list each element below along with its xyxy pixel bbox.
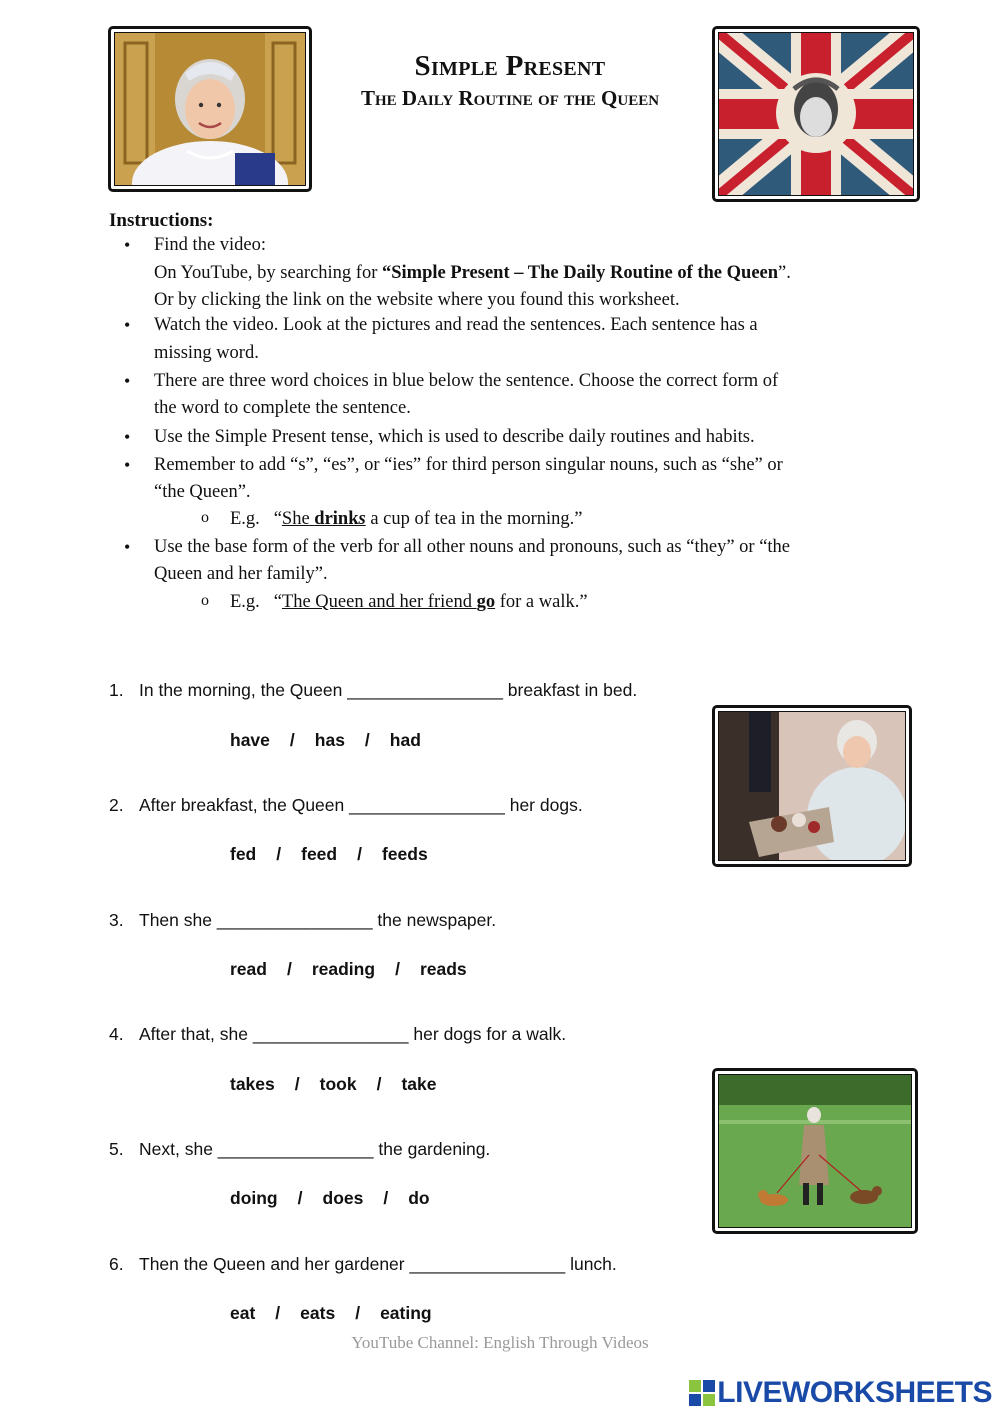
flag-image (719, 33, 913, 195)
instruction-2-line-2: missing word. (154, 343, 259, 363)
instruction-2-line-1: Watch the video. Look at the pictures and read the sentences. Each sentence has a (154, 315, 758, 335)
question-number: 6. (109, 1254, 124, 1274)
choice-option[interactable]: reading (311, 959, 376, 979)
question-6-choices (230, 1303, 432, 1324)
sub-bullet-icon: o (201, 509, 209, 526)
question-text: After that, she (139, 1024, 253, 1044)
question-2 (109, 795, 583, 816)
example-text: “ (273, 592, 282, 612)
choice-option[interactable]: took (319, 1074, 357, 1094)
question-1 (109, 680, 637, 701)
choice-separator: / (376, 1074, 382, 1094)
question-1-choices (230, 730, 421, 751)
choice-separator: / (294, 1074, 300, 1094)
choice-option[interactable]: has (314, 730, 345, 750)
instruction-1-line-3: Or by clicking the link on the website where you found this worksheet. (154, 290, 680, 310)
question-3-choices (230, 959, 467, 980)
liveworksheets-icon (689, 1380, 715, 1406)
portrait-image (115, 33, 305, 185)
question-number: 2. (109, 795, 124, 815)
footer-credit: YouTube Channel: English Through Videos (351, 1333, 649, 1352)
choice-separator: / (395, 959, 400, 979)
choice-option[interactable]: had (389, 730, 421, 750)
example-subject: She (281, 509, 310, 529)
choice-option[interactable]: eats (300, 1303, 336, 1323)
choice-separator: / (355, 1303, 361, 1323)
instruction-6-line-2: Queen and her family”. (154, 564, 328, 584)
example-verb: drink (314, 509, 359, 529)
answer-blank[interactable]: ________________ (217, 1139, 374, 1159)
bullet-icon: • (124, 371, 131, 391)
choice-option[interactable]: doing (230, 1188, 278, 1208)
instruction-6-line-1: Use the base form of the verb for all other nouns and pronouns, such as “they” or “the (154, 537, 791, 557)
choice-separator: / (383, 1188, 389, 1208)
question-text: her dogs. (504, 795, 583, 815)
answer-blank[interactable]: ________________ (252, 1024, 409, 1044)
bullet-icon: • (124, 427, 131, 447)
choice-separator: / (364, 730, 370, 750)
choice-option[interactable]: take (401, 1074, 437, 1094)
bullet-icon: • (124, 455, 131, 475)
question-4 (109, 1024, 566, 1045)
example-label: E.g. (230, 592, 260, 612)
instruction-3-line-1: There are three word choices in blue below the sentence. Choose the correct form of (154, 371, 779, 391)
choice-separator: / (286, 959, 292, 979)
choice-option[interactable]: eating (380, 1303, 432, 1323)
question-text: the gardening. (373, 1139, 491, 1159)
question-number: 4. (109, 1024, 124, 1044)
question-5 (109, 1139, 490, 1160)
choice-separator: / (357, 844, 362, 864)
queen-portrait-photo (108, 26, 312, 192)
answer-blank[interactable]: ________________ (349, 795, 505, 815)
question-text: lunch. (565, 1254, 617, 1274)
example-label: E.g. (230, 509, 260, 529)
example-verb-ending: s (358, 509, 366, 529)
question-4-choices (230, 1074, 437, 1095)
answer-blank[interactable]: ________________ (409, 1254, 566, 1274)
instruction-1-line-2 (154, 260, 791, 287)
choice-option[interactable]: fed (230, 844, 257, 864)
question-3 (109, 910, 496, 931)
choice-option[interactable]: do (408, 1188, 430, 1208)
breakfast-image (719, 712, 905, 860)
choice-option[interactable]: have (230, 730, 270, 750)
choice-option[interactable]: does (322, 1188, 364, 1208)
bullet-icon: • (124, 315, 131, 335)
question-text: After breakfast, the Queen (139, 795, 350, 815)
choice-option[interactable]: reads (419, 959, 467, 979)
choice-separator: / (275, 1303, 281, 1323)
sub-bullet-icon: o (201, 592, 209, 609)
example-text: for a walk.” (495, 592, 588, 612)
choice-separator: / (289, 730, 295, 750)
answer-blank[interactable]: ________________ (347, 680, 503, 700)
video-title: “Simple Present – The Daily Routine of the Queen (382, 263, 779, 283)
bullet-icon: • (124, 235, 131, 255)
instruction-text: ”. (778, 263, 791, 283)
example-text: a cup of tea in the morning.” (365, 509, 583, 529)
worksheet-subtitle: The Daily Routine of the Queen (360, 86, 660, 110)
question-text: Then she (139, 910, 217, 930)
union-jack-queen-picture (712, 26, 920, 202)
question-text: breakfast in bed. (502, 680, 638, 700)
question-text: In the morning, the Queen (139, 680, 348, 700)
choice-option[interactable]: feed (301, 844, 338, 864)
question-number: 3. (109, 910, 124, 930)
liveworksheets-wordmark: LIVEWORKSHEETS (717, 1376, 992, 1409)
instructions-heading: Instructions: (109, 210, 214, 231)
instruction-5-line-2: “the Queen”. (154, 482, 251, 502)
worksheet-title: Simple Present (414, 50, 606, 82)
queen-breakfast-photo (712, 705, 912, 867)
queen-walking-dogs-photo (712, 1068, 918, 1234)
example-text: “ (273, 509, 282, 529)
instruction-3-line-2: the word to complete the sentence. (154, 398, 411, 418)
question-text: the newspaper. (372, 910, 497, 930)
question-text: Then the Queen and her gardener (139, 1254, 410, 1274)
instruction-text: On YouTube, by searching for (154, 263, 382, 283)
question-6 (109, 1254, 617, 1275)
example-1 (230, 506, 583, 533)
example-2 (230, 589, 588, 616)
choice-option[interactable]: feeds (381, 844, 428, 864)
liveworksheets-logo (689, 1376, 992, 1410)
choice-separator: / (276, 844, 282, 864)
example-subject: The Queen and her friend (281, 592, 477, 612)
question-2-choices (230, 844, 428, 865)
choice-separator: / (297, 1188, 303, 1208)
choice-option[interactable]: read (230, 959, 267, 979)
question-text: Next, she (139, 1139, 218, 1159)
instruction-4-line-1: Use the Simple Present tense, which is used to describe daily routines and habits. (154, 427, 755, 447)
walking-image (719, 1075, 911, 1227)
answer-blank[interactable]: ________________ (216, 910, 373, 930)
question-number: 1. (109, 680, 124, 700)
example-verb: go (476, 592, 496, 612)
instruction-1-line-1: Find the video: (154, 235, 267, 255)
choice-option[interactable]: eat (230, 1303, 256, 1323)
question-number: 5. (109, 1139, 124, 1159)
question-text: her dogs for a walk. (408, 1024, 567, 1044)
choice-option[interactable]: takes (230, 1074, 275, 1094)
bullet-icon: • (124, 537, 131, 557)
question-5-choices (230, 1188, 430, 1209)
instruction-5-line-1: Remember to add “s”, “es”, or “ies” for third person singular nouns, such as “she” or (154, 455, 783, 475)
